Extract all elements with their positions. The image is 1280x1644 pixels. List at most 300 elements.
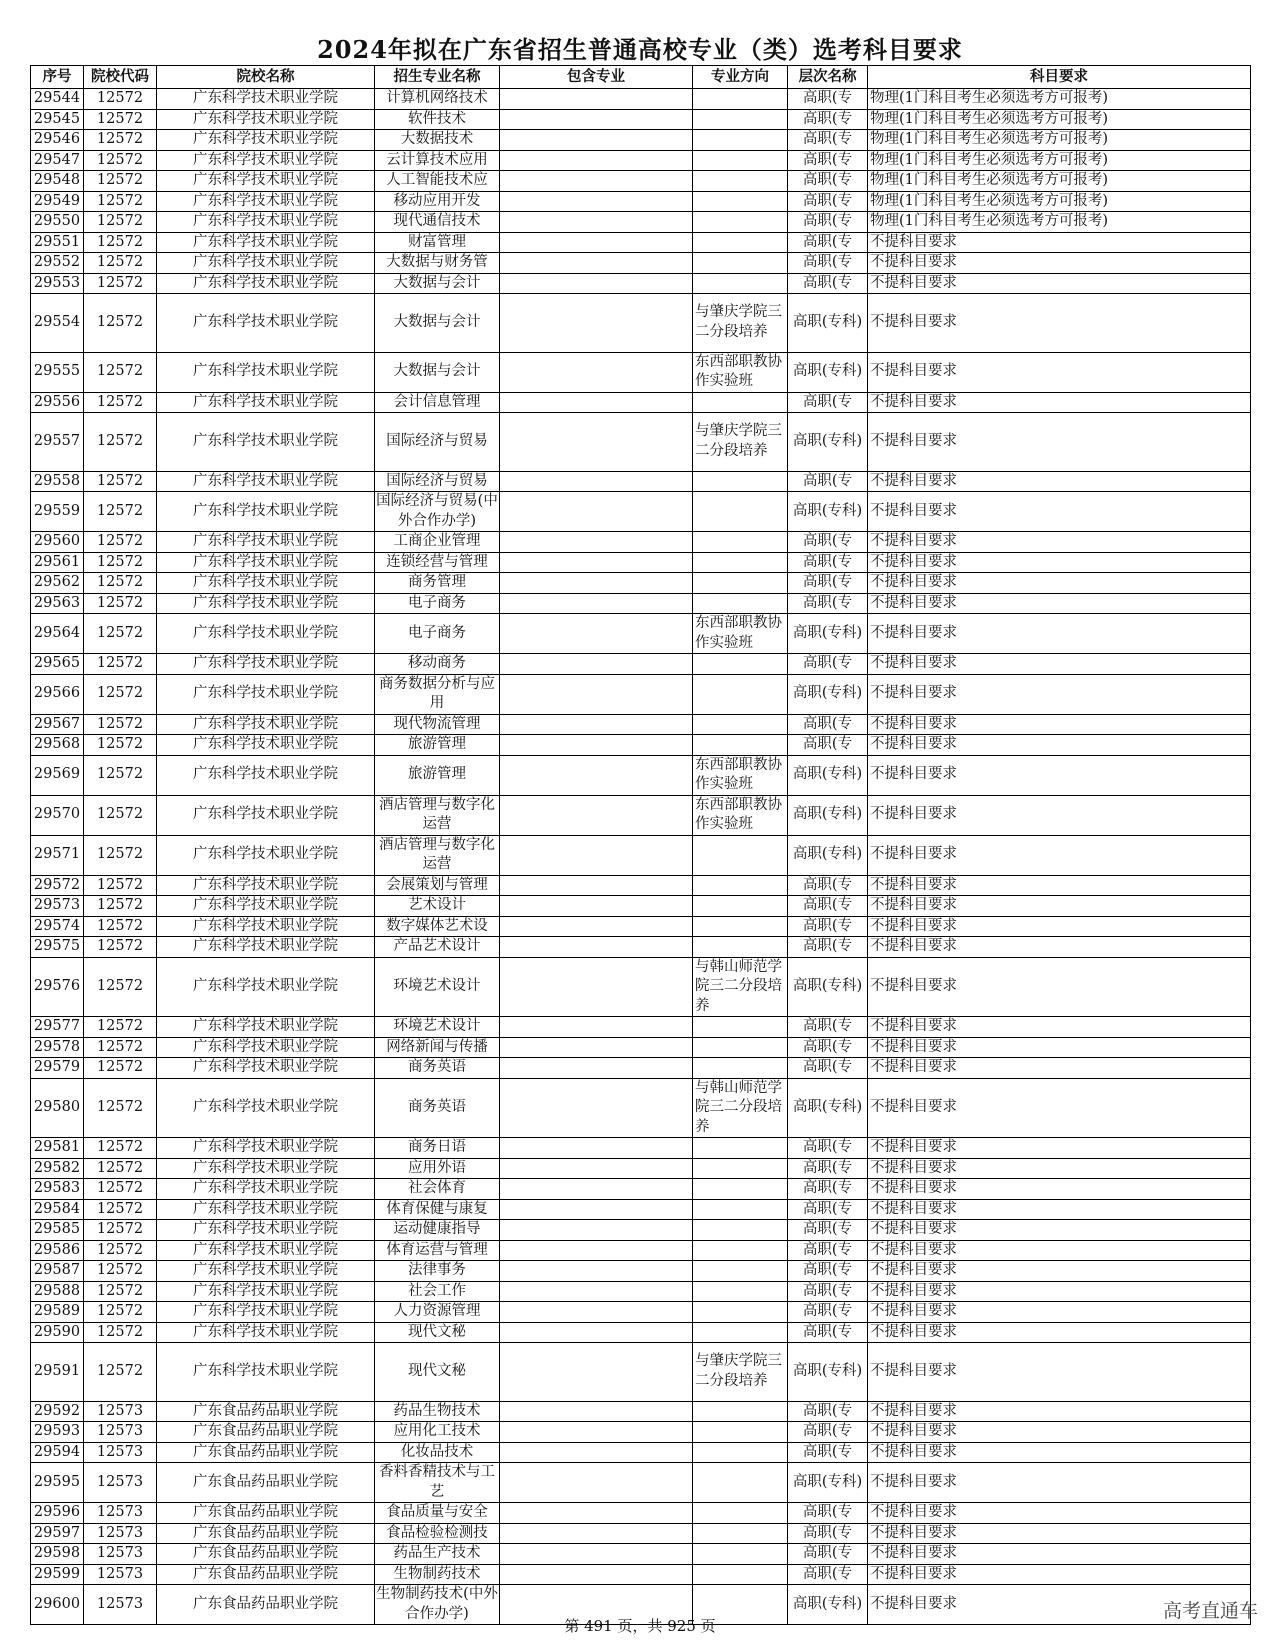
cell-major-name: 旅游管理 [375, 735, 500, 756]
cell-included-majors [500, 212, 693, 233]
cell-id: 29561 [31, 552, 84, 573]
cell-id: 29557 [31, 413, 84, 472]
cell-school-code: 12572 [84, 1058, 157, 1079]
page-footer: 第 491 页，共 925 页 [564, 1617, 716, 1635]
cell-school-code: 12572 [84, 471, 157, 492]
cell-school-name: 广东食品药品职业学院 [157, 1585, 375, 1625]
header-major-direction: 专业方向 [693, 66, 788, 89]
cell-school-code: 12572 [84, 674, 157, 714]
cell-major-direction [693, 109, 788, 130]
cell-subject-requirement: 不提科目要求 [868, 1078, 1251, 1138]
cell-major-name: 计算机网络技术 [375, 89, 500, 110]
cell-major-direction [693, 1401, 788, 1422]
cell-included-majors [500, 654, 693, 675]
table-row [31, 1281, 1251, 1302]
cell-major-direction: 与肇庆学院三二分段培养 [693, 1343, 788, 1402]
cell-school-name: 广东食品药品职业学院 [157, 1523, 375, 1544]
cell-major-direction [693, 392, 788, 413]
header-subject-requirement: 科目要求 [868, 66, 1251, 89]
cell-school-name: 广东科学技术职业学院 [157, 532, 375, 553]
cell-included-majors [500, 532, 693, 553]
cell-major-name: 会计信息管理 [375, 392, 500, 413]
cell-level: 高职(专 [788, 1401, 868, 1422]
cell-school-name: 广东科学技术职业学院 [157, 413, 375, 472]
cell-level: 高职(专科) [788, 1585, 868, 1625]
table-row [31, 273, 1251, 294]
cell-major-direction: 东西部职教协作实验班 [693, 352, 788, 392]
header-major-name: 招生专业名称 [375, 66, 500, 89]
cell-included-majors [500, 614, 693, 654]
cell-included-majors [500, 1564, 693, 1585]
cell-school-code: 12572 [84, 1037, 157, 1058]
cell-level: 高职(专 [788, 1322, 868, 1343]
cell-subject-requirement: 不提科目要求 [868, 352, 1251, 392]
cell-school-code: 12572 [84, 875, 157, 896]
cell-school-code: 12572 [84, 392, 157, 413]
table-row [31, 593, 1251, 614]
cell-major-direction [693, 674, 788, 714]
cell-id: 29585 [31, 1220, 84, 1241]
cell-major-name: 商务日语 [375, 1138, 500, 1159]
cell-school-code: 12572 [84, 795, 157, 835]
cell-major-name: 财富管理 [375, 232, 500, 253]
table-row [31, 1037, 1251, 1058]
cell-id: 29544 [31, 89, 84, 110]
cell-school-name: 广东科学技术职业学院 [157, 191, 375, 212]
table-row [31, 674, 1251, 714]
cell-subject-requirement: 不提科目要求 [868, 1037, 1251, 1058]
cell-school-name: 广东科学技术职业学院 [157, 392, 375, 413]
table-row [31, 150, 1251, 171]
cell-school-name: 广东科学技术职业学院 [157, 1078, 375, 1138]
cell-major-direction [693, 273, 788, 294]
cell-major-direction [693, 875, 788, 896]
cell-school-name: 广东食品药品职业学院 [157, 1422, 375, 1443]
cell-major-direction [693, 191, 788, 212]
cell-major-direction [693, 232, 788, 253]
cell-id: 29553 [31, 273, 84, 294]
cell-id: 29580 [31, 1078, 84, 1138]
cell-school-name: 广东科学技术职业学院 [157, 1138, 375, 1159]
cell-subject-requirement: 不提科目要求 [868, 1463, 1251, 1503]
cell-subject-requirement: 不提科目要求 [868, 1544, 1251, 1565]
cell-school-name: 广东科学技术职业学院 [157, 593, 375, 614]
cell-subject-requirement: 物理(1门科目考生必须选考方可报考) [868, 212, 1251, 233]
cell-subject-requirement: 不提科目要求 [868, 471, 1251, 492]
cell-level: 高职(专 [788, 1503, 868, 1524]
table-row [31, 1261, 1251, 1282]
cell-subject-requirement: 不提科目要求 [868, 1442, 1251, 1463]
cell-level: 高职(专 [788, 593, 868, 614]
cell-subject-requirement: 物理(1门科目考生必须选考方可报考) [868, 171, 1251, 192]
cell-subject-requirement: 不提科目要求 [868, 573, 1251, 594]
cell-major-name: 现代文秘 [375, 1343, 500, 1402]
cell-school-code: 12572 [84, 937, 157, 958]
table-row [31, 937, 1251, 958]
cell-subject-requirement: 不提科目要求 [868, 714, 1251, 735]
cell-level: 高职(专 [788, 714, 868, 735]
cell-school-name: 广东科学技术职业学院 [157, 614, 375, 654]
cell-school-code: 12572 [84, 835, 157, 875]
cell-major-name: 运动健康指导 [375, 1220, 500, 1241]
cell-major-name: 应用化工技术 [375, 1422, 500, 1443]
cell-subject-requirement: 不提科目要求 [868, 1422, 1251, 1443]
cell-school-name: 广东科学技术职业学院 [157, 89, 375, 110]
cell-school-name: 广东科学技术职业学院 [157, 1017, 375, 1038]
cell-included-majors [500, 1322, 693, 1343]
cell-major-direction: 东西部职教协作实验班 [693, 614, 788, 654]
cell-id: 29545 [31, 109, 84, 130]
cell-school-name: 广东科学技术职业学院 [157, 957, 375, 1017]
cell-id: 29575 [31, 937, 84, 958]
cell-level: 高职(专 [788, 1302, 868, 1323]
cell-school-name: 广东食品药品职业学院 [157, 1544, 375, 1565]
cell-subject-requirement: 不提科目要求 [868, 654, 1251, 675]
cell-school-name: 广东科学技术职业学院 [157, 795, 375, 835]
cell-major-name: 商务数据分析与应用 [375, 674, 500, 714]
cell-level: 高职(专科) [788, 1463, 868, 1503]
cell-subject-requirement: 不提科目要求 [868, 1281, 1251, 1302]
cell-included-majors [500, 89, 693, 110]
cell-school-name: 广东科学技术职业学院 [157, 273, 375, 294]
cell-major-direction [693, 1322, 788, 1343]
cell-level: 高职(专 [788, 1240, 868, 1261]
cell-major-direction: 与韩山师范学院三二分段培养 [693, 1078, 788, 1138]
cell-level: 高职(专科) [788, 294, 868, 353]
cell-level: 高职(专 [788, 89, 868, 110]
cell-level: 高职(专 [788, 875, 868, 896]
cell-school-code: 12572 [84, 573, 157, 594]
cell-school-name: 广东食品药品职业学院 [157, 1463, 375, 1503]
cell-school-code: 12572 [84, 593, 157, 614]
cell-major-name: 大数据与会计 [375, 352, 500, 392]
cell-major-name: 体育保健与康复 [375, 1199, 500, 1220]
cell-included-majors [500, 1261, 693, 1282]
cell-school-code: 12573 [84, 1544, 157, 1565]
cell-major-name: 环境艺术设计 [375, 957, 500, 1017]
cell-school-name: 广东科学技术职业学院 [157, 1179, 375, 1200]
cell-subject-requirement: 不提科目要求 [868, 1302, 1251, 1323]
cell-major-name: 数字媒体艺术设 [375, 916, 500, 937]
cell-school-name: 广东科学技术职业学院 [157, 1281, 375, 1302]
cell-school-code: 12572 [84, 1078, 157, 1138]
cell-included-majors [500, 755, 693, 795]
cell-school-name: 广东科学技术职业学院 [157, 171, 375, 192]
cell-school-name: 广东科学技术职业学院 [157, 150, 375, 171]
cell-major-name: 软件技术 [375, 109, 500, 130]
cell-included-majors [500, 1017, 693, 1038]
cell-included-majors [500, 191, 693, 212]
cell-id: 29563 [31, 593, 84, 614]
cell-major-direction [693, 150, 788, 171]
cell-id: 29591 [31, 1343, 84, 1402]
cell-major-name: 现代文秘 [375, 1322, 500, 1343]
cell-major-direction [693, 253, 788, 274]
cell-major-name: 现代物流管理 [375, 714, 500, 735]
cell-school-code: 12573 [84, 1463, 157, 1503]
cell-subject-requirement: 不提科目要求 [868, 835, 1251, 875]
cell-school-name: 广东科学技术职业学院 [157, 471, 375, 492]
cell-major-direction [693, 1179, 788, 1200]
cell-included-majors [500, 916, 693, 937]
cell-school-code: 12572 [84, 735, 157, 756]
cell-id: 29573 [31, 896, 84, 917]
cell-level: 高职(专 [788, 1564, 868, 1585]
cell-id: 29598 [31, 1544, 84, 1565]
cell-subject-requirement: 不提科目要求 [868, 795, 1251, 835]
cell-id: 29551 [31, 232, 84, 253]
cell-level: 高职(专科) [788, 1078, 868, 1138]
cell-included-majors [500, 1179, 693, 1200]
cell-major-name: 酒店管理与数字化运营 [375, 835, 500, 875]
cell-school-name: 广东科学技术职业学院 [157, 835, 375, 875]
table-row [31, 1158, 1251, 1179]
cell-included-majors [500, 1158, 693, 1179]
cell-subject-requirement: 不提科目要求 [868, 674, 1251, 714]
cell-included-majors [500, 1523, 693, 1544]
cell-major-direction [693, 896, 788, 917]
cell-major-name: 社会体育 [375, 1179, 500, 1200]
cell-id: 29554 [31, 294, 84, 353]
cell-school-code: 12573 [84, 1523, 157, 1544]
cell-subject-requirement: 不提科目要求 [868, 875, 1251, 896]
header-level: 层次名称 [788, 66, 868, 89]
cell-major-name: 大数据技术 [375, 130, 500, 151]
cell-school-name: 广东科学技术职业学院 [157, 1158, 375, 1179]
cell-subject-requirement: 不提科目要求 [868, 392, 1251, 413]
cell-major-name: 国际经济与贸易 [375, 413, 500, 472]
cell-school-code: 12572 [84, 109, 157, 130]
cell-id: 29593 [31, 1422, 84, 1443]
cell-major-direction [693, 1523, 788, 1544]
table-row [31, 1058, 1251, 1079]
cell-id: 29583 [31, 1179, 84, 1200]
cell-id: 29570 [31, 795, 84, 835]
cell-included-majors [500, 957, 693, 1017]
cell-subject-requirement: 不提科目要求 [868, 532, 1251, 553]
cell-level: 高职(专 [788, 1544, 868, 1565]
cell-subject-requirement: 不提科目要求 [868, 1261, 1251, 1282]
cell-major-name: 国际经济与贸易 [375, 471, 500, 492]
cell-major-name: 电子商务 [375, 593, 500, 614]
cell-subject-requirement: 不提科目要求 [868, 492, 1251, 532]
cell-level: 高职(专 [788, 471, 868, 492]
cell-level: 高职(专 [788, 253, 868, 274]
cell-level: 高职(专 [788, 552, 868, 573]
cell-included-majors [500, 714, 693, 735]
cell-major-direction [693, 937, 788, 958]
cell-subject-requirement: 不提科目要求 [868, 735, 1251, 756]
cell-school-code: 12572 [84, 532, 157, 553]
cell-major-direction [693, 573, 788, 594]
cell-level: 高职(专 [788, 191, 868, 212]
cell-id: 29597 [31, 1523, 84, 1544]
cell-id: 29578 [31, 1037, 84, 1058]
cell-school-name: 广东科学技术职业学院 [157, 1322, 375, 1343]
cell-id: 29568 [31, 735, 84, 756]
cell-level: 高职(专 [788, 212, 868, 233]
cell-included-majors [500, 896, 693, 917]
cell-school-code: 12572 [84, 714, 157, 735]
cell-included-majors [500, 1078, 693, 1138]
table-row [31, 1343, 1251, 1402]
table-row [31, 109, 1251, 130]
cell-major-direction [693, 1199, 788, 1220]
cell-major-direction [693, 1240, 788, 1261]
cell-included-majors [500, 1199, 693, 1220]
cell-level: 高职(专科) [788, 352, 868, 392]
table-row [31, 654, 1251, 675]
table-row [31, 1240, 1251, 1261]
cell-school-name: 广东科学技术职业学院 [157, 937, 375, 958]
cell-included-majors [500, 109, 693, 130]
table-row [31, 755, 1251, 795]
table-row [31, 1078, 1251, 1138]
cell-included-majors [500, 392, 693, 413]
cell-id: 29579 [31, 1058, 84, 1079]
cell-school-code: 12573 [84, 1503, 157, 1524]
cell-major-direction [693, 552, 788, 573]
cell-level: 高职(专 [788, 130, 868, 151]
cell-major-direction [693, 1017, 788, 1038]
cell-school-name: 广东科学技术职业学院 [157, 1058, 375, 1079]
cell-school-name: 广东科学技术职业学院 [157, 1261, 375, 1282]
cell-major-direction [693, 171, 788, 192]
cell-school-name: 广东科学技术职业学院 [157, 1343, 375, 1402]
cell-major-direction: 与肇庆学院三二分段培养 [693, 413, 788, 472]
cell-level: 高职(专科) [788, 755, 868, 795]
cell-major-direction [693, 1058, 788, 1079]
cell-school-name: 广东食品药品职业学院 [157, 1401, 375, 1422]
cell-school-code: 12572 [84, 552, 157, 573]
cell-major-direction [693, 1302, 788, 1323]
table-row [31, 191, 1251, 212]
cell-school-code: 12572 [84, 654, 157, 675]
cell-level: 高职(专 [788, 1179, 868, 1200]
cell-subject-requirement: 不提科目要求 [868, 1158, 1251, 1179]
cell-subject-requirement: 不提科目要求 [868, 755, 1251, 795]
cell-included-majors [500, 1138, 693, 1159]
cell-school-code: 12573 [84, 1401, 157, 1422]
cell-school-name: 广东科学技术职业学院 [157, 896, 375, 917]
cell-school-code: 12572 [84, 1199, 157, 1220]
cell-id: 29577 [31, 1017, 84, 1038]
cell-school-code: 12572 [84, 294, 157, 353]
cell-major-direction: 东西部职教协作实验班 [693, 755, 788, 795]
table-row [31, 1401, 1251, 1422]
cell-subject-requirement: 不提科目要求 [868, 1220, 1251, 1241]
cell-level: 高职(专 [788, 1220, 868, 1241]
cell-id: 29560 [31, 532, 84, 553]
cell-subject-requirement: 物理(1门科目考生必须选考方可报考) [868, 109, 1251, 130]
cell-level: 高职(专 [788, 654, 868, 675]
cell-included-majors [500, 1343, 693, 1402]
table-row [31, 552, 1251, 573]
cell-school-code: 12572 [84, 352, 157, 392]
cell-major-name: 旅游管理 [375, 755, 500, 795]
cell-included-majors [500, 1240, 693, 1261]
cell-level: 高职(专 [788, 273, 868, 294]
cell-major-name: 法律事务 [375, 1261, 500, 1282]
cell-major-direction [693, 593, 788, 614]
cell-school-code: 12572 [84, 916, 157, 937]
cell-id: 29599 [31, 1564, 84, 1585]
cell-id: 29547 [31, 150, 84, 171]
cell-major-direction [693, 1442, 788, 1463]
cell-level: 高职(专 [788, 392, 868, 413]
cell-major-direction [693, 916, 788, 937]
cell-level: 高职(专科) [788, 614, 868, 654]
cell-school-code: 12572 [84, 253, 157, 274]
cell-included-majors [500, 795, 693, 835]
table-row [31, 573, 1251, 594]
cell-level: 高职(专 [788, 150, 868, 171]
cell-included-majors [500, 937, 693, 958]
cell-id: 29562 [31, 573, 84, 594]
cell-school-code: 12572 [84, 232, 157, 253]
cell-id: 29569 [31, 755, 84, 795]
cell-school-code: 12572 [84, 1138, 157, 1159]
table-row [31, 392, 1251, 413]
cell-school-name: 广东科学技术职业学院 [157, 674, 375, 714]
table-row [31, 89, 1251, 110]
cell-school-name: 广东食品药品职业学院 [157, 1442, 375, 1463]
cell-level: 高职(专科) [788, 835, 868, 875]
cell-level: 高职(专 [788, 1138, 868, 1159]
cell-level: 高职(专 [788, 1017, 868, 1038]
cell-school-code: 12572 [84, 130, 157, 151]
cell-school-name: 广东科学技术职业学院 [157, 714, 375, 735]
cell-school-name: 广东科学技术职业学院 [157, 1037, 375, 1058]
cell-school-code: 12572 [84, 1281, 157, 1302]
cell-major-name: 人力资源管理 [375, 1302, 500, 1323]
cell-school-name: 广东科学技术职业学院 [157, 654, 375, 675]
cell-school-code: 12573 [84, 1422, 157, 1443]
cell-school-code: 12572 [84, 150, 157, 171]
cell-id: 29586 [31, 1240, 84, 1261]
cell-major-direction [693, 1037, 788, 1058]
cell-major-direction [693, 89, 788, 110]
cell-included-majors [500, 1422, 693, 1443]
table-row [31, 1463, 1251, 1503]
cell-id: 29588 [31, 1281, 84, 1302]
cell-major-name: 化妆品技术 [375, 1442, 500, 1463]
cell-school-code: 12572 [84, 212, 157, 233]
cell-subject-requirement: 不提科目要求 [868, 232, 1251, 253]
cell-subject-requirement: 不提科目要求 [868, 1503, 1251, 1524]
cell-id: 29567 [31, 714, 84, 735]
cell-school-name: 广东科学技术职业学院 [157, 212, 375, 233]
page-title: 2024年拟在广东省招生普通高校专业（类）选考科目要求 [317, 35, 963, 64]
table-row [31, 171, 1251, 192]
table-row [31, 614, 1251, 654]
cell-school-name: 广东科学技术职业学院 [157, 1240, 375, 1261]
table-row [31, 1220, 1251, 1241]
table-row [31, 294, 1251, 353]
table-row [31, 532, 1251, 553]
cell-school-code: 12572 [84, 1343, 157, 1402]
cell-included-majors [500, 150, 693, 171]
cell-major-name: 云计算技术应用 [375, 150, 500, 171]
cell-included-majors [500, 253, 693, 274]
cell-subject-requirement: 不提科目要求 [868, 273, 1251, 294]
table-row [31, 1544, 1251, 1565]
table-row [31, 957, 1251, 1017]
cell-major-name: 电子商务 [375, 614, 500, 654]
cell-level: 高职(专科) [788, 1343, 868, 1402]
cell-school-code: 12572 [84, 957, 157, 1017]
cell-included-majors [500, 573, 693, 594]
